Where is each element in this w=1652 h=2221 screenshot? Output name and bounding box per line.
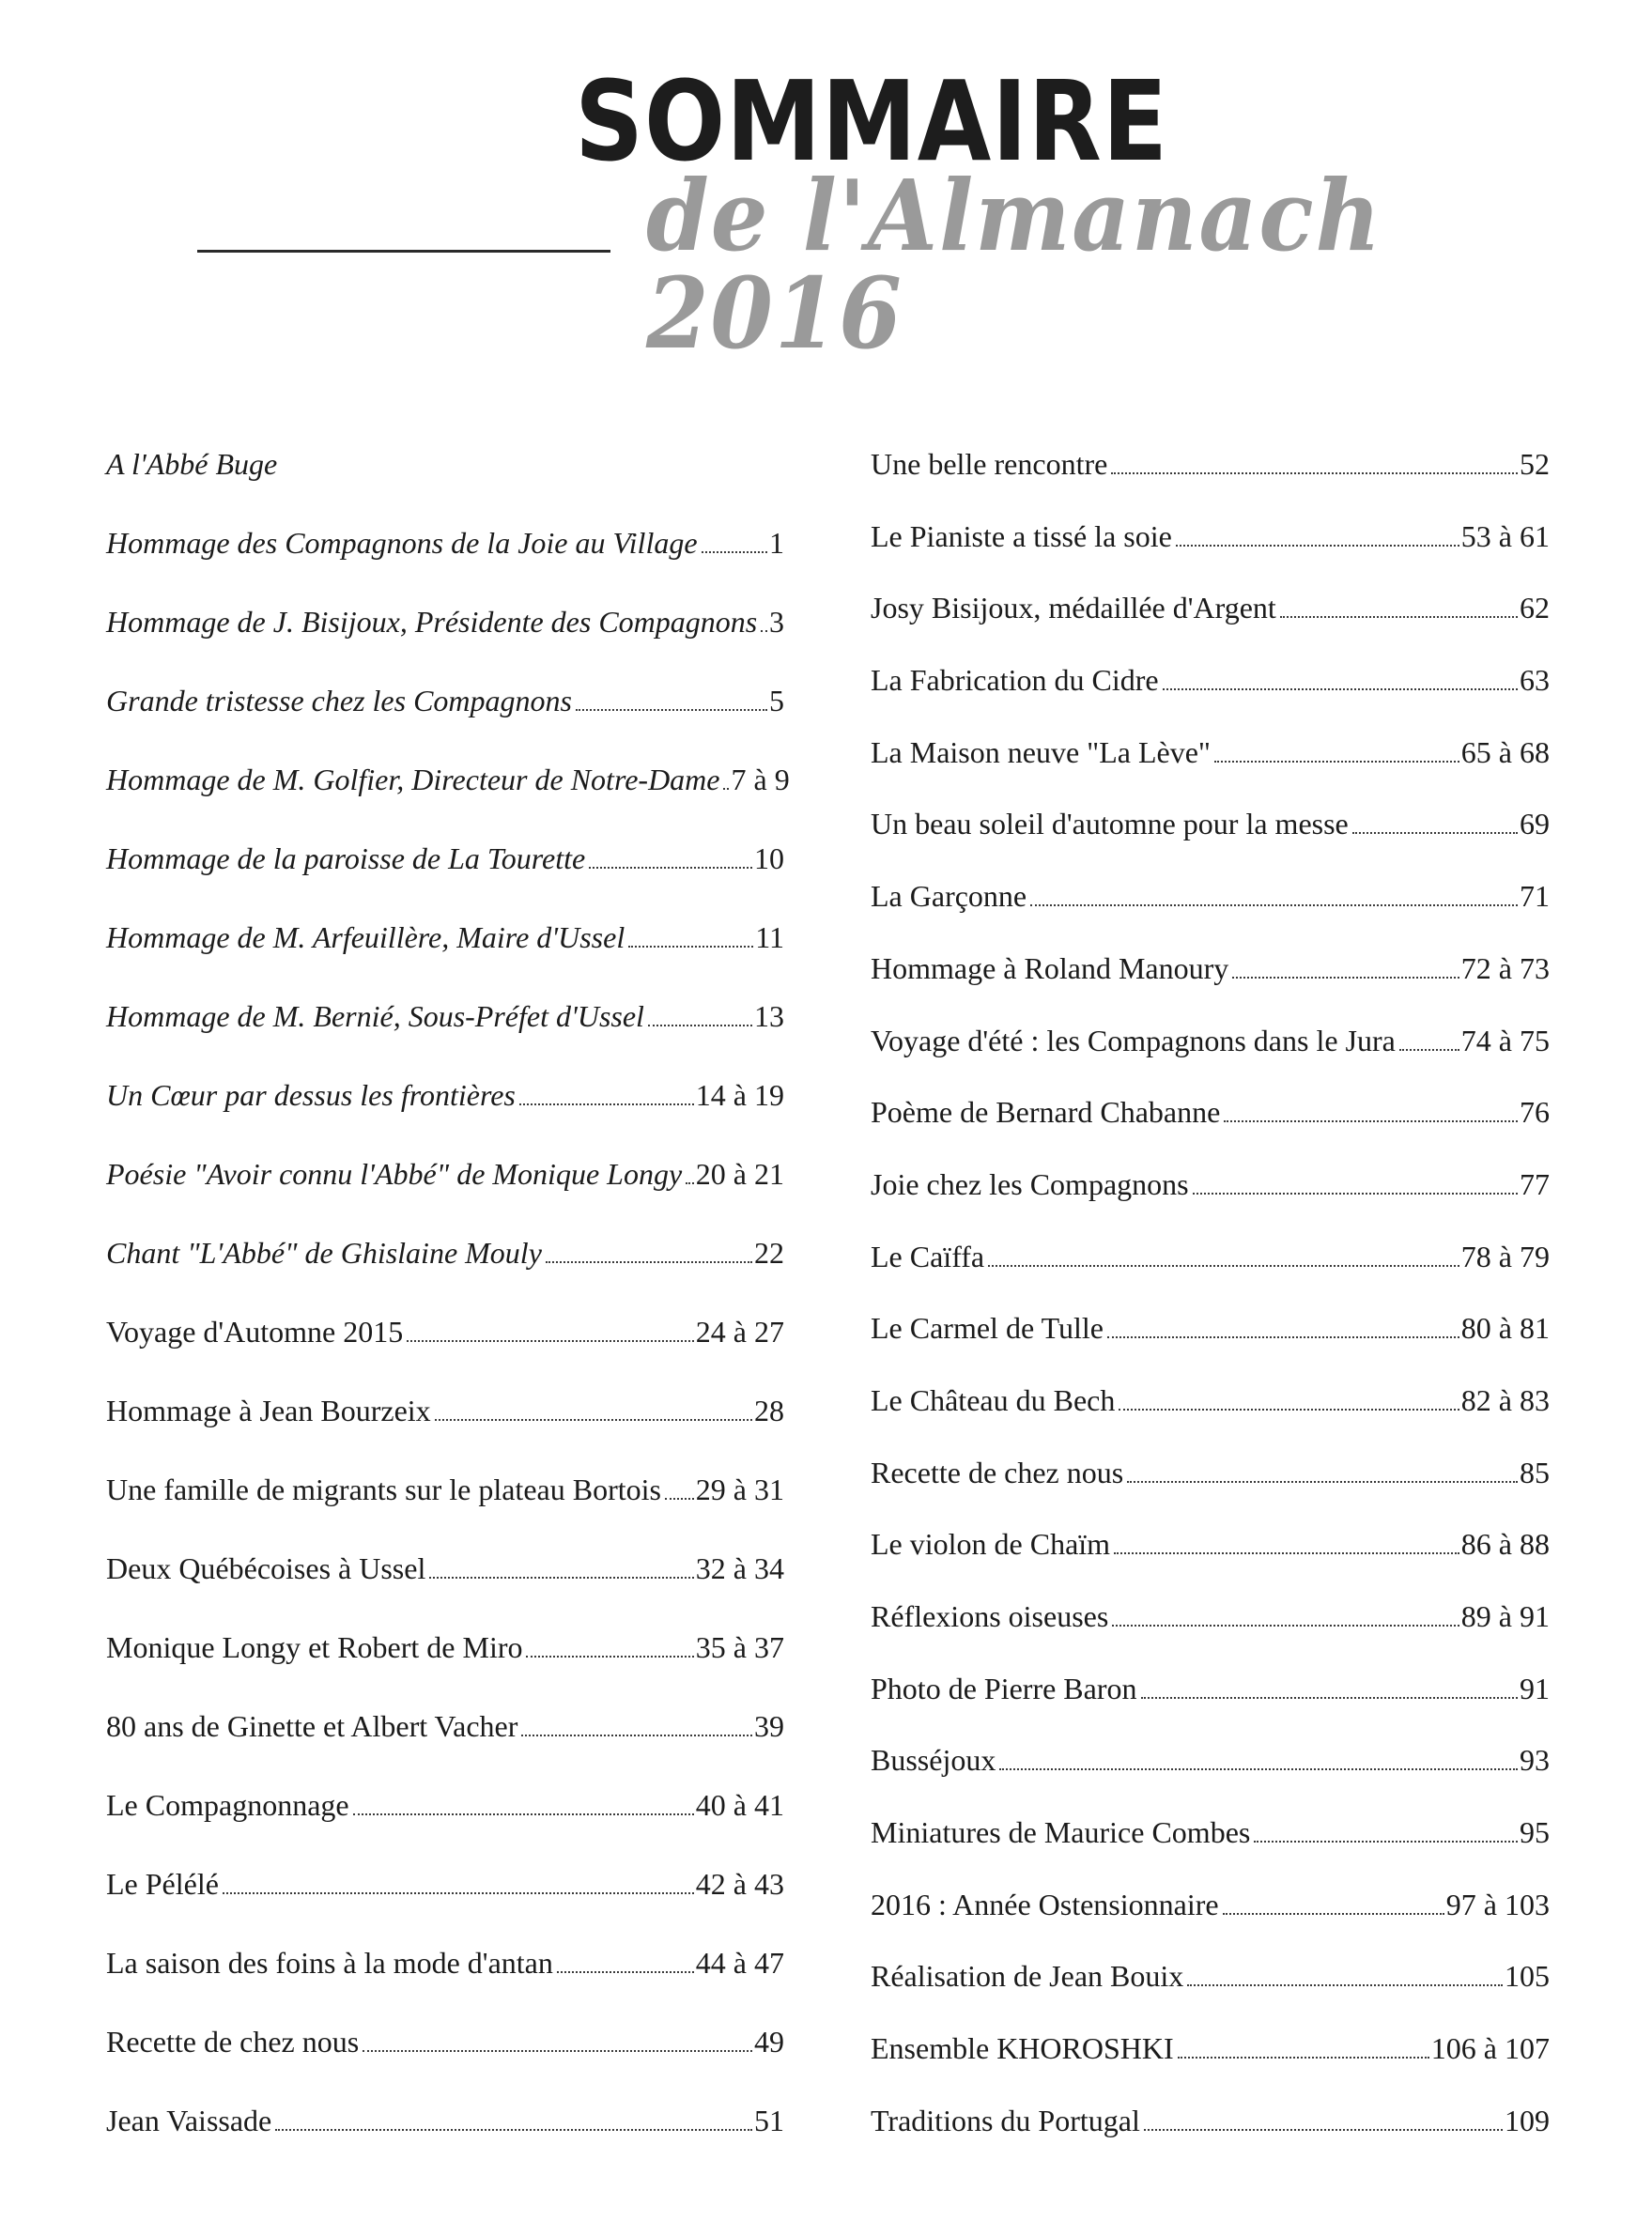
toc-entry bbox=[871, 1313, 1550, 1385]
toc-entry-title: Le Carmel de Tulle bbox=[871, 1311, 1104, 1346]
toc-dot-leader bbox=[988, 1265, 1459, 1267]
toc-entry-page: 39 bbox=[754, 1709, 784, 1743]
toc-entry bbox=[871, 809, 1550, 881]
toc-dot-leader bbox=[1127, 1481, 1518, 1483]
toc-entry bbox=[871, 881, 1550, 953]
toc-right-column bbox=[871, 449, 1550, 2178]
toc-dot-leader bbox=[521, 1735, 752, 1736]
toc-entry bbox=[106, 843, 784, 922]
toc-entry-title: Une famille de migrants sur le plateau Bortois bbox=[106, 1473, 661, 1506]
toc-entry bbox=[871, 1455, 1550, 1530]
toc-entry bbox=[871, 593, 1550, 665]
toc-entry bbox=[871, 1166, 1550, 1242]
toc-entry-page: 69 bbox=[1520, 807, 1550, 841]
toc-dot-leader bbox=[275, 2129, 752, 2131]
toc-entry-page: 28 bbox=[754, 1394, 784, 1427]
toc-entry-title: Voyage d'Automne 2015 bbox=[106, 1315, 404, 1349]
toc-entry bbox=[106, 1159, 784, 1238]
toc-entry-title: Miniatures de Maurice Combes bbox=[871, 1815, 1251, 1850]
toc-entry-page: 65 à 68 bbox=[1460, 734, 1550, 769]
toc-left-column bbox=[106, 447, 790, 2184]
toc-dot-leader bbox=[1176, 545, 1459, 547]
toc-entry-title: Recette de chez nous bbox=[871, 1455, 1124, 1489]
toc-dot-leader bbox=[429, 1577, 693, 1579]
toc-entry-page: 97 à 103 bbox=[1445, 1887, 1550, 1921]
toc-entry bbox=[871, 518, 1550, 594]
toc-entry-page: 80 à 81 bbox=[1460, 1311, 1550, 1346]
toc-entry-title: Le Compagnonnage bbox=[106, 1788, 349, 1822]
toc-entry bbox=[106, 686, 784, 764]
toc-dot-leader bbox=[761, 630, 767, 632]
toc-dot-leader bbox=[1119, 1409, 1459, 1411]
toc-entry bbox=[106, 1317, 784, 1396]
toc-entry-page: 44 à 47 bbox=[695, 1946, 784, 1980]
toc-entry-title: Le Pianiste a tissé la soie bbox=[871, 518, 1172, 553]
toc-dot-leader bbox=[1232, 977, 1459, 979]
toc-entry bbox=[106, 2027, 784, 2105]
toc-dot-leader bbox=[1193, 1193, 1518, 1195]
toc-entry-title: Un beau soleil d'automne pour la messe bbox=[871, 807, 1349, 841]
toc-entry-page: 76 bbox=[1520, 1095, 1550, 1130]
toc-dot-leader bbox=[665, 1498, 694, 1500]
toc-entry-title: Monique Longy et Robert de Miro bbox=[106, 1630, 523, 1664]
toc-dot-leader bbox=[407, 1340, 694, 1342]
toc-entry-page: 71 bbox=[1520, 879, 1550, 914]
toc-entry-title: Le Château du Bech bbox=[871, 1382, 1116, 1417]
toc-dot-leader bbox=[1214, 761, 1459, 763]
toc-entry bbox=[871, 2105, 1550, 2178]
toc-entry-page: 82 à 83 bbox=[1460, 1382, 1550, 1417]
toc-entry bbox=[106, 1474, 784, 1553]
toc-entry bbox=[106, 1080, 784, 1159]
toc-entry bbox=[106, 607, 784, 686]
toc-entry-title: Le Pélélé bbox=[106, 1867, 219, 1901]
toc-dot-leader bbox=[723, 788, 729, 790]
toc-entry-page: 72 à 73 bbox=[1460, 950, 1550, 985]
toc-dot-leader bbox=[526, 1656, 693, 1658]
page-subtitle: de l'Almanach 2016 bbox=[646, 158, 1382, 371]
toc-entry bbox=[871, 734, 1550, 810]
toc-dot-leader bbox=[546, 1261, 752, 1263]
toc-entry-title: La Garçonne bbox=[871, 879, 1027, 914]
toc-entry-page: 51 bbox=[754, 2104, 784, 2137]
toc-dot-leader bbox=[223, 1892, 694, 1894]
toc-entry-title: Voyage d'été : les Compagnons dans le Jura bbox=[871, 1023, 1396, 1057]
toc-entry-page: 85 bbox=[1520, 1455, 1550, 1489]
toc-dot-leader bbox=[1187, 1984, 1503, 1986]
toc-entry bbox=[871, 1601, 1550, 1673]
toc-entry-page: 62 bbox=[1520, 591, 1550, 625]
toc-entry bbox=[106, 1948, 784, 2027]
toc-entry bbox=[106, 449, 784, 528]
toc-entry-title: Hommage de M. Golfier, Directeur de Notre-Dame bbox=[106, 763, 720, 796]
toc-entry-title: Une belle rencontre bbox=[871, 447, 1108, 481]
toc-entry-title: Jean Vaissade bbox=[106, 2104, 272, 2137]
toc-entry-title: Hommage de M. Bernié, Sous-Préfet d'Ussel bbox=[106, 999, 644, 1033]
toc-entry-page: 3 bbox=[769, 605, 784, 639]
toc-dot-leader bbox=[1114, 1552, 1459, 1554]
toc-entry-page: 89 à 91 bbox=[1460, 1599, 1550, 1633]
toc-entry bbox=[871, 1529, 1550, 1601]
toc-entry bbox=[871, 950, 1550, 1026]
toc-entry-title: Hommage à Jean Bourzeix bbox=[106, 1394, 431, 1427]
toc-dot-leader bbox=[702, 551, 767, 553]
toc-entry-title: La Fabrication du Cidre bbox=[871, 663, 1159, 698]
toc-entry-title: Photo de Pierre Baron bbox=[871, 1671, 1137, 1705]
toc-dot-leader bbox=[353, 1813, 694, 1815]
toc-entry-title: Traditions du Portugal bbox=[871, 2103, 1140, 2137]
toc-entry-page: 11 bbox=[755, 920, 784, 954]
toc-entry-title: A l'Abbé Buge bbox=[106, 447, 278, 481]
toc-dot-leader bbox=[1223, 1913, 1444, 1915]
toc-entry-title: La Maison neuve "La Lève" bbox=[871, 734, 1211, 769]
toc-dot-leader bbox=[648, 1025, 752, 1026]
toc-dot-leader bbox=[1254, 1841, 1518, 1843]
toc-entry-page: 32 à 34 bbox=[695, 1551, 784, 1585]
toc-entry bbox=[871, 1961, 1550, 2033]
toc-entry-title: Ensemble KHOROSHKI bbox=[871, 2031, 1174, 2066]
toc-entry-title: Un Cœur par dessus les frontières bbox=[106, 1078, 516, 1112]
toc-entry bbox=[871, 449, 1550, 521]
toc-entry-page: 14 à 19 bbox=[695, 1078, 784, 1112]
toc-entry-title: 80 ans de Ginette et Albert Vacher bbox=[106, 1709, 518, 1743]
subtitle-rule bbox=[197, 250, 610, 253]
toc-entry-title: Busséjoux bbox=[871, 1743, 996, 1778]
toc-entry-page: 95 bbox=[1520, 1815, 1550, 1850]
toc-dot-leader bbox=[686, 1182, 694, 1184]
toc-entry-page: 24 à 27 bbox=[695, 1315, 784, 1349]
toc-dot-leader bbox=[999, 1768, 1518, 1770]
toc-dot-leader bbox=[557, 1971, 694, 1973]
toc-entry-page: 74 à 75 bbox=[1460, 1023, 1550, 1057]
toc-dot-leader bbox=[576, 709, 767, 711]
toc-entry bbox=[106, 2105, 784, 2184]
toc-entry-page: 35 à 37 bbox=[695, 1630, 784, 1664]
toc-dot-leader bbox=[363, 2050, 752, 2052]
toc-entry bbox=[871, 1239, 1550, 1314]
toc-entry bbox=[871, 1817, 1550, 1889]
toc-entry-title: Hommage des Compagnons de la Joie au Village bbox=[106, 526, 698, 560]
toc-entry-page: 91 bbox=[1520, 1671, 1550, 1705]
toc-dot-leader bbox=[1224, 1120, 1518, 1122]
toc-dot-leader bbox=[519, 1103, 694, 1105]
toc-entry-page: 86 à 88 bbox=[1460, 1527, 1550, 1562]
toc-entry-page: 10 bbox=[754, 841, 784, 875]
toc-entry-title: Le Caïffa bbox=[871, 1239, 985, 1273]
toc-entry bbox=[106, 1632, 784, 1711]
toc-entry bbox=[106, 922, 784, 1001]
toc-entry bbox=[871, 2033, 1550, 2105]
toc-entry-page: 29 à 31 bbox=[695, 1473, 784, 1506]
toc-entry-title: Hommage de la paroisse de La Tourette bbox=[106, 841, 586, 875]
toc-entry bbox=[871, 1023, 1550, 1098]
toc-dot-leader bbox=[1107, 1336, 1459, 1338]
toc-entry-page: 42 à 43 bbox=[695, 1867, 784, 1901]
toc-dot-leader bbox=[628, 946, 753, 948]
toc-entry bbox=[871, 1382, 1550, 1458]
toc-entry-page: 53 à 61 bbox=[1460, 518, 1550, 553]
toc-entry-page: 78 à 79 bbox=[1460, 1239, 1550, 1273]
toc-entry bbox=[106, 1238, 784, 1317]
toc-entry-page: 49 bbox=[754, 2025, 784, 2059]
toc-entry-page: 22 bbox=[754, 1236, 784, 1270]
toc-dot-leader bbox=[1399, 1049, 1459, 1051]
toc-entry-page: 105 bbox=[1505, 1959, 1550, 1994]
toc-entry-page: 5 bbox=[769, 684, 784, 717]
toc-entry bbox=[106, 528, 784, 607]
toc-entry-title: Joie chez les Compagnons bbox=[871, 1166, 1189, 1201]
toc-entry-page: 93 bbox=[1520, 1743, 1550, 1778]
toc-entry-page: 7 à 9 bbox=[731, 763, 790, 796]
toc-entry-page: 109 bbox=[1505, 2103, 1550, 2137]
toc-entry bbox=[871, 665, 1550, 737]
toc-entry-page: 40 à 41 bbox=[695, 1788, 784, 1822]
toc-entry-title: Poésie "Avoir connu l'Abbé" de Monique Longy bbox=[106, 1157, 683, 1191]
toc-dot-leader bbox=[1178, 2057, 1429, 2059]
toc-dot-leader bbox=[435, 1419, 752, 1421]
toc-entry-title: Hommage de M. Arfeuillère, Maire d'Ussel bbox=[106, 920, 625, 954]
toc-dot-leader bbox=[1280, 616, 1518, 618]
toc-entry-title: Deux Québécoises à Ussel bbox=[106, 1551, 426, 1585]
toc-entry-title: Josy Bisijoux, médaillée d'Argent bbox=[871, 591, 1276, 625]
toc-entry-page: 77 bbox=[1520, 1166, 1550, 1201]
page-title: SOMMAIRE bbox=[575, 56, 1168, 186]
toc-entry bbox=[106, 1790, 784, 1869]
toc-dot-leader bbox=[1112, 1625, 1459, 1627]
toc-entry bbox=[871, 1745, 1550, 1817]
toc-entry-title: Chant "L'Abbé" de Ghislaine Mouly bbox=[106, 1236, 542, 1270]
toc-entry-title: Hommage de J. Bisijoux, Présidente des Compagnons bbox=[106, 605, 758, 639]
toc-entry-title: Réflexions oiseuses bbox=[871, 1599, 1109, 1633]
toc-dot-leader bbox=[1141, 1697, 1519, 1699]
toc-entry bbox=[106, 1869, 784, 1948]
toc-entry bbox=[871, 1097, 1550, 1169]
toc-entry-title: Grande tristesse chez les Compagnons bbox=[106, 684, 572, 717]
toc-entry-title: Réalisation de Jean Bouix bbox=[871, 1959, 1184, 1994]
toc-entry bbox=[106, 763, 790, 843]
toc-entry-title: 2016 : Année Ostensionnaire bbox=[871, 1887, 1219, 1921]
toc-dot-leader bbox=[1030, 904, 1518, 906]
toc-entry bbox=[106, 1553, 784, 1632]
toc-entry-title: Recette de chez nous bbox=[106, 2025, 360, 2059]
toc-dot-leader bbox=[1352, 832, 1518, 834]
toc-entry bbox=[871, 1673, 1550, 1746]
toc-entry-title: Poème de Bernard Chabanne bbox=[871, 1095, 1221, 1130]
toc-dot-leader bbox=[589, 867, 752, 869]
toc-entry-page: 13 bbox=[754, 999, 784, 1033]
toc-entry bbox=[106, 1396, 784, 1474]
toc-dot-leader bbox=[1144, 2129, 1503, 2131]
toc-entry-page: 52 bbox=[1520, 447, 1550, 481]
toc-entry-page: 106 à 107 bbox=[1430, 2031, 1550, 2066]
toc-entry-page: 1 bbox=[769, 526, 784, 560]
toc-entry-title: Le violon de Chaïm bbox=[871, 1527, 1111, 1562]
toc-dot-leader bbox=[1163, 688, 1518, 690]
toc-dot-leader bbox=[1111, 472, 1518, 474]
toc-entry-page: 20 à 21 bbox=[695, 1157, 784, 1191]
toc-entry-title: La saison des foins à la mode d'antan bbox=[106, 1946, 553, 1980]
toc-entry-title: Hommage à Roland Manoury bbox=[871, 950, 1229, 985]
toc-entry bbox=[106, 1001, 784, 1080]
toc-entry bbox=[871, 1889, 1550, 1962]
toc-entry-page: 63 bbox=[1520, 663, 1550, 698]
toc-entry bbox=[106, 1711, 784, 1790]
